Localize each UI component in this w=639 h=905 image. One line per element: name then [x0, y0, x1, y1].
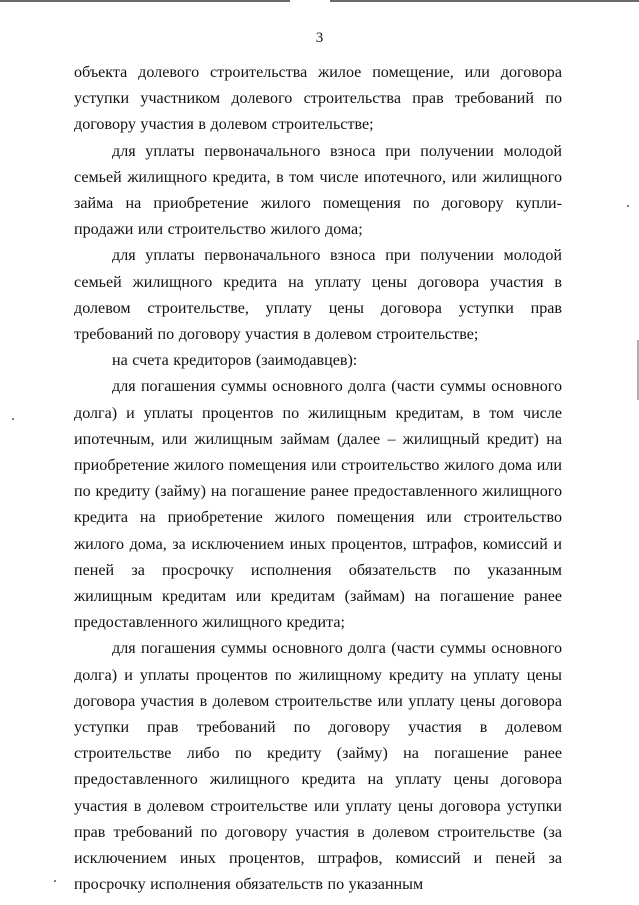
paragraph-4: на счета кредиторов (заимодавцев):: [112, 352, 358, 370]
scan-top-edge-left: [0, 0, 290, 2]
document-body: [74, 60, 562, 899]
paragraph-5: для погашения суммы основного долга (части суммы основного долга) и уплаты процентов по жилищным кредитам, в том числе ипотечным, или жилищным займам (далее – жилищный кредит) на приобретение жилого помещения или строительство жилого дома или по кредиту (займу) на погашение ранее предоставленного жилищного кредита на приобретение жилого помещения или строительство жилого дома, за исключением иных процентов, штрафов, комиссий и пеней за просрочку исполнения обязательств по указанным жилищным кредитам или кредитам (займам) на погашение ранее предоставленного жилищного кредита;: [74, 378, 562, 632]
paragraph-1: объекта долевого строительства жилое помещение, или договора уступки участником долевого строительства прав требований по договору участия в долевом строительстве;: [74, 64, 562, 134]
scan-speck: [54, 880, 56, 882]
scan-speck: [627, 205, 629, 207]
scan-speck: [12, 418, 14, 420]
paragraph-3: для уплаты первоначального взноса при получении молодой семьей жилищного кредита на уплату цены договора участия в долевом строительстве, уплату цены договора уступки прав требований по договору участия в долевом строительстве;: [74, 247, 562, 344]
paragraph-2: для уплаты первоначального взноса при получении молодой семьей жилищного кредита, в том числе ипотечного, или жилищного займа на приобретение жилого помещения по договору купли-продажи или строительство жилого дома;: [74, 142, 562, 239]
page-number: 3: [315, 30, 324, 46]
paragraph-6: для погашения суммы основного долга (части суммы основного долга) и уплаты процентов по жилищному кредиту на уплату цены договора участия в долевом строительстве или уплату цены договора уступки прав требований по договору участия в долевом строительстве либо по кредиту (займу) на погашение ранее предоставленного жилищного кредита на уплату цены договора участия в долевом строительстве или уплату цены договора уступки прав требований по договору участия в долевом строительстве (за исключением иных процентов, штрафов, комиссий и пеней за просрочку исполнения обязательств по указанным: [74, 640, 562, 894]
scan-top-edge-right: [330, 0, 639, 2]
